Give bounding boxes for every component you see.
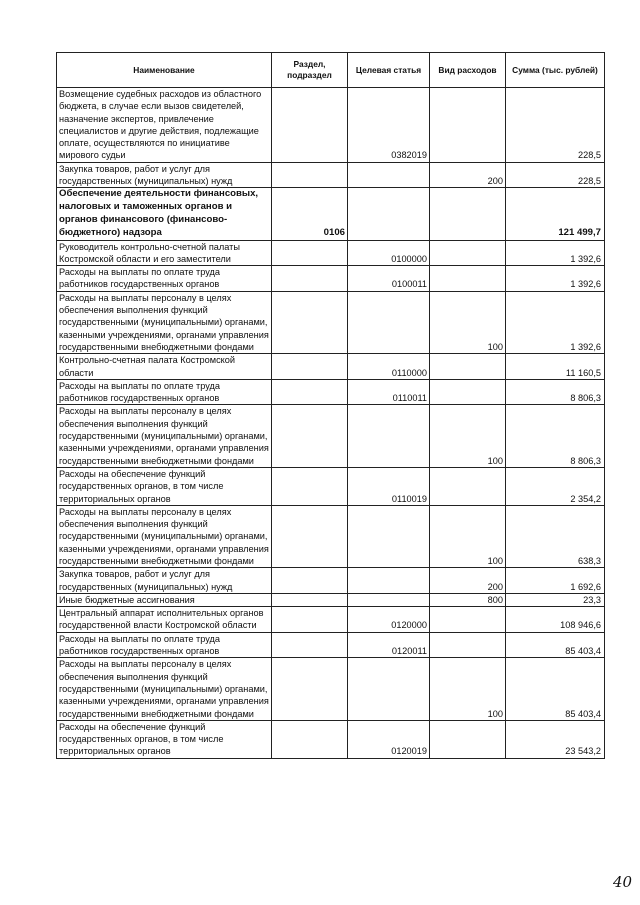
cell-type: 100 xyxy=(430,658,506,720)
cell-name: Возмещение судебных расходов из областного бюджета, в случае если вызов свидетелей, назначение экспертов, привлечение специалистов и другие действия, подлежащие оплате, осуществляются по инициативе мирового судьи xyxy=(57,88,272,163)
cell-section xyxy=(272,505,348,567)
cell-type xyxy=(430,607,506,633)
cell-section xyxy=(272,720,348,758)
cell-name: Закупка товаров, работ и услуг для государственных (муниципальных) нужд xyxy=(57,162,272,188)
cell-section xyxy=(272,405,348,467)
table-row xyxy=(57,467,605,505)
header-sum: Сумма (тыс. рублей) xyxy=(506,53,605,88)
cell-name: Центральный аппарат исполнительных органов государственной власти Костромской области xyxy=(57,607,272,633)
cell-name: Контрольно-счетная палата Костромской области xyxy=(57,354,272,380)
cell-name: Расходы на выплаты персоналу в целях обеспечения выполнения функций государственными (муниципальными) органами, казенными учреждениями, органами управления государственными внебюджетными фондами xyxy=(57,405,272,467)
cell-sum: 108 946,6 xyxy=(506,607,605,633)
cell-name: Расходы на выплаты по оплате труда работников государственных органов xyxy=(57,266,272,292)
cell-type xyxy=(430,379,506,405)
cell-name: Расходы на обеспечение функций государственных органов, в том числе территориальных органов xyxy=(57,720,272,758)
table-row xyxy=(57,607,605,633)
cell-sum: 228,5 xyxy=(506,88,605,163)
header-section: Раздел, подраздел xyxy=(272,53,348,88)
cell-target xyxy=(348,188,430,240)
budget-table xyxy=(56,52,605,759)
cell-sum: 11 160,5 xyxy=(506,354,605,380)
cell-target: 0100000 xyxy=(348,240,430,266)
cell-target: 0120000 xyxy=(348,607,430,633)
cell-sum: 8 806,3 xyxy=(506,379,605,405)
cell-target: 0100011 xyxy=(348,266,430,292)
cell-target xyxy=(348,162,430,188)
cell-section xyxy=(272,266,348,292)
cell-type xyxy=(430,240,506,266)
cell-sum: 23,3 xyxy=(506,593,605,606)
table-row xyxy=(57,240,605,266)
cell-name: Закупка товаров, работ и услуг для государственных (муниципальных) нужд xyxy=(57,568,272,594)
cell-sum: 1 392,6 xyxy=(506,291,605,353)
cell-section xyxy=(272,593,348,606)
table-row xyxy=(57,720,605,758)
cell-section xyxy=(272,88,348,163)
cell-type: 200 xyxy=(430,162,506,188)
cell-section xyxy=(272,162,348,188)
cell-sum: 121 499,7 xyxy=(506,188,605,240)
cell-name: Иные бюджетные ассигнования xyxy=(57,593,272,606)
cell-section xyxy=(272,568,348,594)
cell-type xyxy=(430,88,506,163)
cell-name: Обеспечение деятельности финансовых, налоговых и таможенных органов и органов финансового (финансово-бюджетного) надзора xyxy=(57,188,272,240)
cell-target: 0110019 xyxy=(348,467,430,505)
cell-target xyxy=(348,658,430,720)
cell-type xyxy=(430,467,506,505)
cell-type: 200 xyxy=(430,568,506,594)
cell-sum: 228,5 xyxy=(506,162,605,188)
table-row xyxy=(57,266,605,292)
cell-sum: 1 692,6 xyxy=(506,568,605,594)
cell-section xyxy=(272,658,348,720)
table-row xyxy=(57,354,605,380)
cell-section xyxy=(272,354,348,380)
cell-target xyxy=(348,405,430,467)
cell-section xyxy=(272,291,348,353)
header-type: Вид расходов xyxy=(430,53,506,88)
table-row xyxy=(57,88,605,163)
table-row xyxy=(57,188,605,240)
cell-section xyxy=(272,240,348,266)
cell-target xyxy=(348,291,430,353)
cell-target: 0110011 xyxy=(348,379,430,405)
table-body xyxy=(57,88,605,759)
header-name: Наименование xyxy=(57,53,272,88)
cell-type xyxy=(430,632,506,658)
cell-target: 0110000 xyxy=(348,354,430,380)
cell-name: Расходы на выплаты по оплате труда работников государственных органов xyxy=(57,379,272,405)
header-target: Целевая статья xyxy=(348,53,430,88)
cell-name: Расходы на выплаты персоналу в целях обеспечения выполнения функций государственными (муниципальными) органами, казенными учреждениями, органами управления государственными внебюджетными фондами xyxy=(57,505,272,567)
cell-name: Расходы на обеспечение функций государственных органов, в том числе территориальных органов xyxy=(57,467,272,505)
cell-name: Расходы на выплаты по оплате труда работников государственных органов xyxy=(57,632,272,658)
cell-sum: 1 392,6 xyxy=(506,266,605,292)
cell-target xyxy=(348,568,430,594)
cell-type xyxy=(430,354,506,380)
page-number: 40 xyxy=(613,873,633,891)
cell-target xyxy=(348,593,430,606)
table-row xyxy=(57,632,605,658)
cell-section xyxy=(272,607,348,633)
table-row xyxy=(57,379,605,405)
table-row xyxy=(57,162,605,188)
cell-section: 0106 xyxy=(272,188,348,240)
cell-sum: 85 403,4 xyxy=(506,658,605,720)
cell-target: 0120011 xyxy=(348,632,430,658)
cell-sum: 2 354,2 xyxy=(506,467,605,505)
cell-type: 100 xyxy=(430,291,506,353)
table-row xyxy=(57,593,605,606)
cell-type xyxy=(430,266,506,292)
cell-section xyxy=(272,467,348,505)
cell-type xyxy=(430,188,506,240)
cell-name: Расходы на выплаты персоналу в целях обеспечения выполнения функций государственными (муниципальными) органами, казенными учреждениями, органами управления государственными внебюджетными фондами xyxy=(57,291,272,353)
table-row xyxy=(57,291,605,353)
cell-type: 100 xyxy=(430,405,506,467)
cell-sum: 1 392,6 xyxy=(506,240,605,266)
cell-type: 800 xyxy=(430,593,506,606)
table-row xyxy=(57,405,605,467)
cell-sum: 85 403,4 xyxy=(506,632,605,658)
cell-section xyxy=(272,632,348,658)
cell-name: Расходы на выплаты персоналу в целях обеспечения выполнения функций государственными (муниципальными) органами, казенными учреждениями, органами управления государственными внебюджетными фондами xyxy=(57,658,272,720)
cell-sum: 23 543,2 xyxy=(506,720,605,758)
table-row xyxy=(57,658,605,720)
cell-sum: 8 806,3 xyxy=(506,405,605,467)
cell-target xyxy=(348,505,430,567)
table-row xyxy=(57,505,605,567)
table-row xyxy=(57,568,605,594)
cell-type: 100 xyxy=(430,505,506,567)
cell-target: 0120019 xyxy=(348,720,430,758)
cell-section xyxy=(272,379,348,405)
cell-type xyxy=(430,720,506,758)
cell-target: 0382019 xyxy=(348,88,430,163)
table-header-row xyxy=(57,53,605,88)
cell-sum: 638,3 xyxy=(506,505,605,567)
cell-name: Руководитель контрольно-счетной палаты Костромской области и его заместители xyxy=(57,240,272,266)
